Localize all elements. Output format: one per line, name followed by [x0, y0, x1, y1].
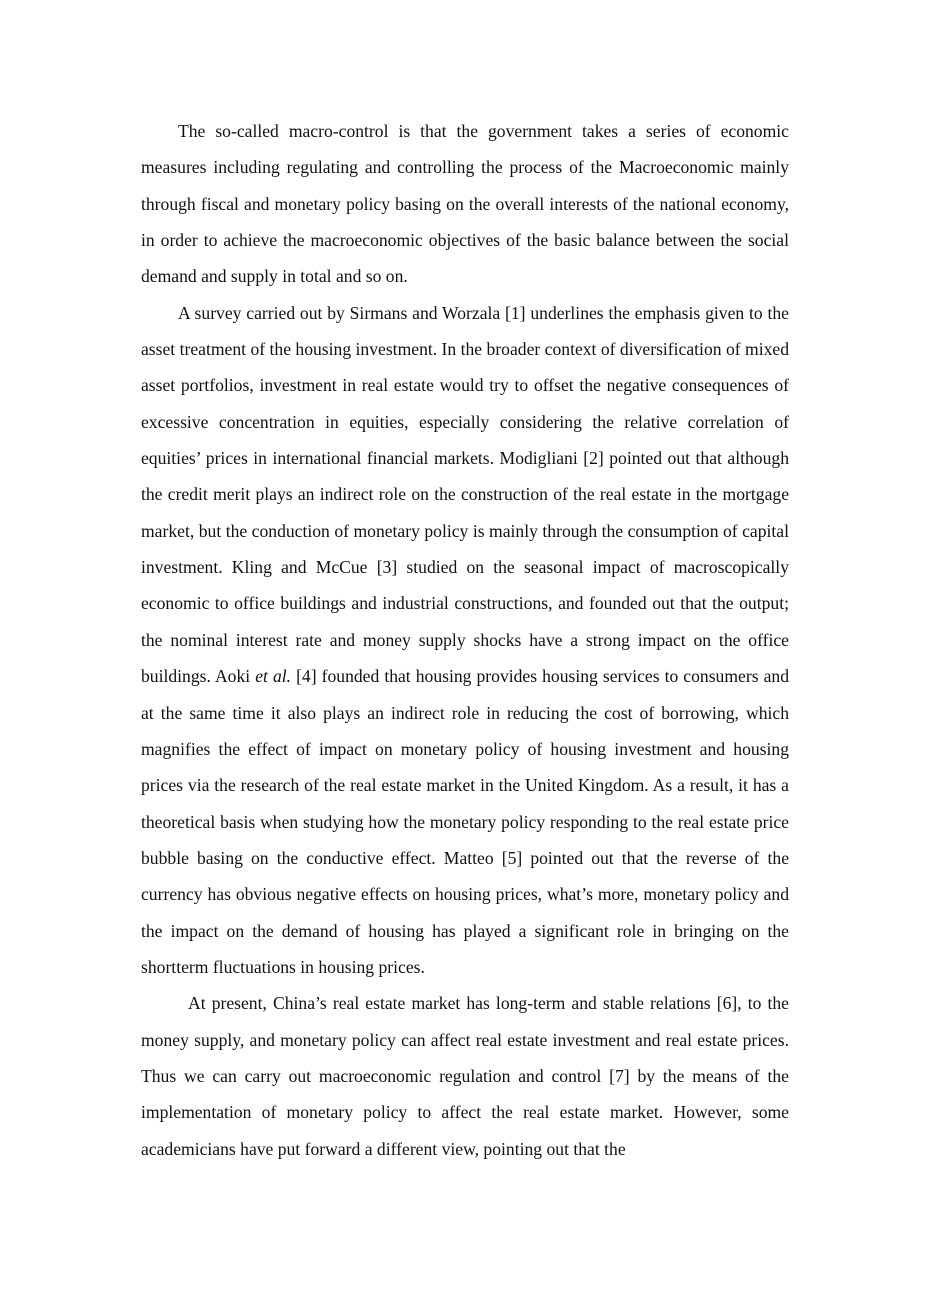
italic-et-al: et al.: [255, 666, 292, 687]
paragraph-text-before-italic: A survey carried out by Sirmans and Worzala [1] underlines the emphasis given to the asset treatment of the housing investment. In the broader context of diversification of mixed asset portfolios, investment in real estate would try to offset the negative consequences of excessive concentration in equities, especially considering the relative correlation of equities’ prices in international financial markets. Modigliani [2] pointed out that although the credit merit plays an indirect role on the construction of the real estate in the mortgage market, but the conduction of monetary policy is mainly through the consumption of capital investment. Kling and McCue [3] studied on the seasonal impact of macroscopically economic to office buildings and industrial constructions, and founded out that the output; the nominal interest rate and money supply shocks have a strong impact on the office buildings. Aoki: [141, 302, 789, 687]
paragraph-text-after-italic: [4] founded that housing provides housing services to consumers and at the same time it also plays an indirect role in reducing the cost of borrowing, which magnifies the effect of impact on monetary policy of housing investment and housing prices via the research of the real estate market in the United Kingdom. As a result, it has a theoretical basis when studying how the monetary policy responding to the real estate price bubble basing on the conductive effect. Matteo [5] pointed out that the reverse of the currency has obvious negative effects on housing prices, what’s more, monetary policy and the impact on the demand of housing has played a significant role in bringing on the shortterm fluctuations in housing prices.: [141, 666, 789, 977]
paragraph-literature-survey: [141, 295, 789, 986]
document-page: [141, 113, 789, 1167]
paragraph-macro-control: [141, 113, 789, 295]
paragraph-text: At present, China’s real estate market has long-term and stable relations [6], to the money supply, and monetary policy can affect real estate investment and real estate prices. Thus we can carry out macroeconomic regulation and control [7] by the means of the implementation of monetary policy to affect the real estate market. However, some academicians have put forward a different view, pointing out that the: [141, 993, 789, 1159]
paragraph-china-market: [141, 985, 789, 1167]
paragraph-text: The so-called macro-control is that the government takes a series of economic measures including regulating and controlling the process of the Macroeconomic mainly through fiscal and monetary policy basing on the overall interests of the national economy, in order to achieve the macroeconomic objectives of the basic balance between the social demand and supply in total and so on.: [141, 121, 789, 287]
